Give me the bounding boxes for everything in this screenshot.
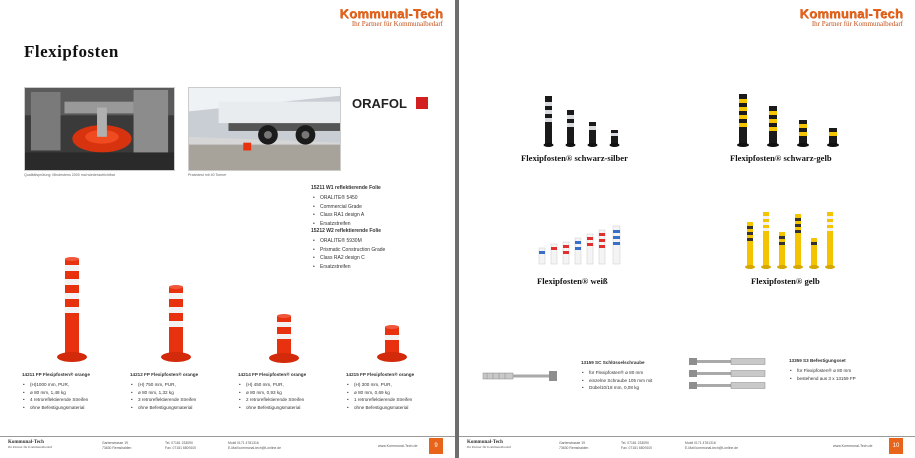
footer-web: www.Kommunal-Tech.de <box>833 444 873 448</box>
list-item: • einzelne Schraube 105 mm mit <box>589 377 652 385</box>
footer-address-line2: 73630 Remshalden <box>102 445 132 450</box>
test-machine-photo <box>24 87 175 171</box>
screw-image <box>481 366 561 386</box>
footer-brand: Kommunal-Tech <box>8 440 44 445</box>
list-item: • Ersatzstreifen <box>320 220 381 229</box>
brand-name: Kommunal-Tech <box>339 6 443 21</box>
footer-mobil: Mobil 0171 4781316 <box>685 441 716 445</box>
posts-weiss-image <box>535 222 635 268</box>
list-item: • (H) 750 mm, PUR, <box>138 381 235 389</box>
list-item: • ohne Befestigungsmaterial <box>354 404 451 412</box>
screw-block <box>581 360 652 392</box>
post-14211-image <box>56 255 88 368</box>
product-heading: 14212 FP Flexipfosten® orange <box>130 372 199 377</box>
posts-schwarz-gelb-image <box>735 92 845 148</box>
list-item: • 2 retroreflektierende Streifen <box>246 396 343 404</box>
footer-contact <box>228 441 281 450</box>
footer-fax: Fax. 07181 6809100 <box>165 445 197 450</box>
list-item: • Commercial Grade <box>320 203 381 212</box>
foil-w2-heading: 15212 W2 reflektierende Folie <box>311 228 382 234</box>
page-number: 9 <box>429 438 443 454</box>
page-title: Flexipfosten <box>24 42 119 61</box>
list-item: • Dübel10/18 mm, 0,08 kg <box>589 384 652 392</box>
truck-test-caption: Praxistest mit 40 Tonner <box>188 173 227 177</box>
footer-tel: Tel. 07181 233090 <box>165 441 193 445</box>
product-heading: 14214 FP Flexipfosten® orange <box>238 372 307 377</box>
list-item: • (H)1000 mm, PUR, <box>30 381 127 389</box>
list-item: • für Flexipfosten® ø 80 mm <box>589 369 652 377</box>
variant-title-schwarz-silber: Flexipfosten® schwarz-silber <box>521 153 628 163</box>
screw-set-block <box>789 358 856 382</box>
footer-address-line2: 73630 Remshalden <box>559 445 589 450</box>
product-14211 <box>22 372 127 411</box>
right-footer <box>459 436 915 458</box>
list-item: • ø 80 mm, 0,93 kg <box>246 389 343 397</box>
list-item: • Prismatic Construction Grade <box>320 246 385 255</box>
list-item: • 4 retroreflektierende Streifen <box>30 396 127 404</box>
screw-set-image <box>687 356 769 392</box>
footer-email: E-Mail kommunal-tech@t-online.de <box>228 445 282 450</box>
footer-web: www.Kommunal-Tech.de <box>378 444 418 448</box>
variant-title-schwarz-gelb: Flexipfosten® schwarz-gelb <box>730 153 832 163</box>
list-item: • ø 80 mm, 0,69 kg <box>354 389 451 397</box>
list-item: • 3 retroreflektierende Streifen <box>138 396 235 404</box>
footer-brand: Kommunal-Tech <box>467 440 503 445</box>
foil-w2-block <box>311 228 385 271</box>
list-item: • ohne Befestigungsmaterial <box>138 404 235 412</box>
list-item: • (H) 450 mm, PUR, <box>246 381 343 389</box>
list-item: • (H) 300 mm, PUR, <box>354 381 451 389</box>
truck-test-photo <box>188 87 341 171</box>
brand-tagline: Ihr Partner für Kommunalbedarf <box>811 20 903 28</box>
left-footer <box>0 436 455 458</box>
list-item: • ohne Befestigungsmaterial <box>246 404 343 412</box>
list-item: • ø 80 mm, 1,48 kg <box>30 389 127 397</box>
footer-tagline: Ihr Partner für Kommunalbedarf <box>8 445 53 449</box>
product-heading: 14215 FP Flexipfosten® orange <box>346 372 415 377</box>
product-heading: 14211 FP Flexipfosten® orange <box>22 372 90 377</box>
page-number: 10 <box>889 438 903 454</box>
list-item: • ORALITE® 5450 <box>320 194 381 203</box>
post-14215-image <box>376 323 408 368</box>
header-logo <box>340 6 443 28</box>
brand-tagline: Ihr Partner für Kommunalbedarf <box>351 20 443 28</box>
variant-title-weiss: Flexipfosten® weiß <box>537 276 608 286</box>
list-item: • für Flexipfosten® ø 80 mm <box>797 367 856 375</box>
screw-set-heading: 13359 S3 Befestigungsset <box>789 358 846 363</box>
post-14212-image <box>160 283 192 368</box>
posts-schwarz-silber-image <box>539 92 629 148</box>
footer-address-line1: Gartenstrasse 19 <box>102 441 129 445</box>
list-item: • Class RA2 design C <box>320 254 385 263</box>
post-14214-image <box>268 312 300 369</box>
list-item: • ORALITE® 5930M <box>320 237 385 246</box>
footer-mobil: Mobil 0171 4781316 <box>228 441 259 445</box>
footer-tagline: Ihr Partner für Kommunalbedarf <box>467 445 512 449</box>
footer-fax: Fax. 07181 6809100 <box>621 445 653 450</box>
product-14215 <box>346 372 451 411</box>
footer-contact <box>685 441 738 450</box>
footer-brand-block <box>8 440 52 449</box>
product-14212 <box>130 372 235 411</box>
footer-phone <box>621 441 652 450</box>
brand-name: Kommunal-Tech <box>799 6 903 21</box>
test-machine-caption: Qualitätsprüfung: Mindestens 2000 mal wiederaufrichtbar <box>24 173 116 177</box>
list-item: • ohne Befestigungsmaterial <box>30 404 127 412</box>
list-item: • bestehend aus 3 x 13159 FP <box>797 375 856 383</box>
foil-w1-block <box>311 185 381 228</box>
list-item: • Class RA1 design A <box>320 211 381 220</box>
list-item: • Ersatzstreifen <box>320 263 385 272</box>
footer-address <box>559 441 588 450</box>
footer-brand-block <box>467 440 511 449</box>
header-logo <box>800 6 903 28</box>
footer-phone <box>165 441 196 450</box>
list-item: • 1 retroreflektierende Streifen <box>354 396 451 404</box>
left-page <box>0 0 455 458</box>
variant-title-gelb: Flexipfosten® gelb <box>751 276 820 286</box>
list-item: • ø 80 mm, 1,32 kg <box>138 389 235 397</box>
orafol-logo <box>350 94 430 112</box>
footer-email: E-Mail kommunal-tech@t-online.de <box>685 445 739 450</box>
posts-gelb-image <box>743 208 839 270</box>
footer-address-line1: Gartenstrasse 19 <box>559 441 586 445</box>
footer-tel: Tel. 07181 233090 <box>621 441 649 445</box>
product-14214 <box>238 372 343 411</box>
footer-address <box>102 441 131 450</box>
foil-w1-heading: 15211 W1 reflektierende Folie <box>311 185 381 191</box>
orafol-logo-text: ORAFOL <box>352 96 407 111</box>
right-page <box>459 0 915 458</box>
screw-heading: 13159 SC Schlüsselschraube <box>581 360 645 365</box>
